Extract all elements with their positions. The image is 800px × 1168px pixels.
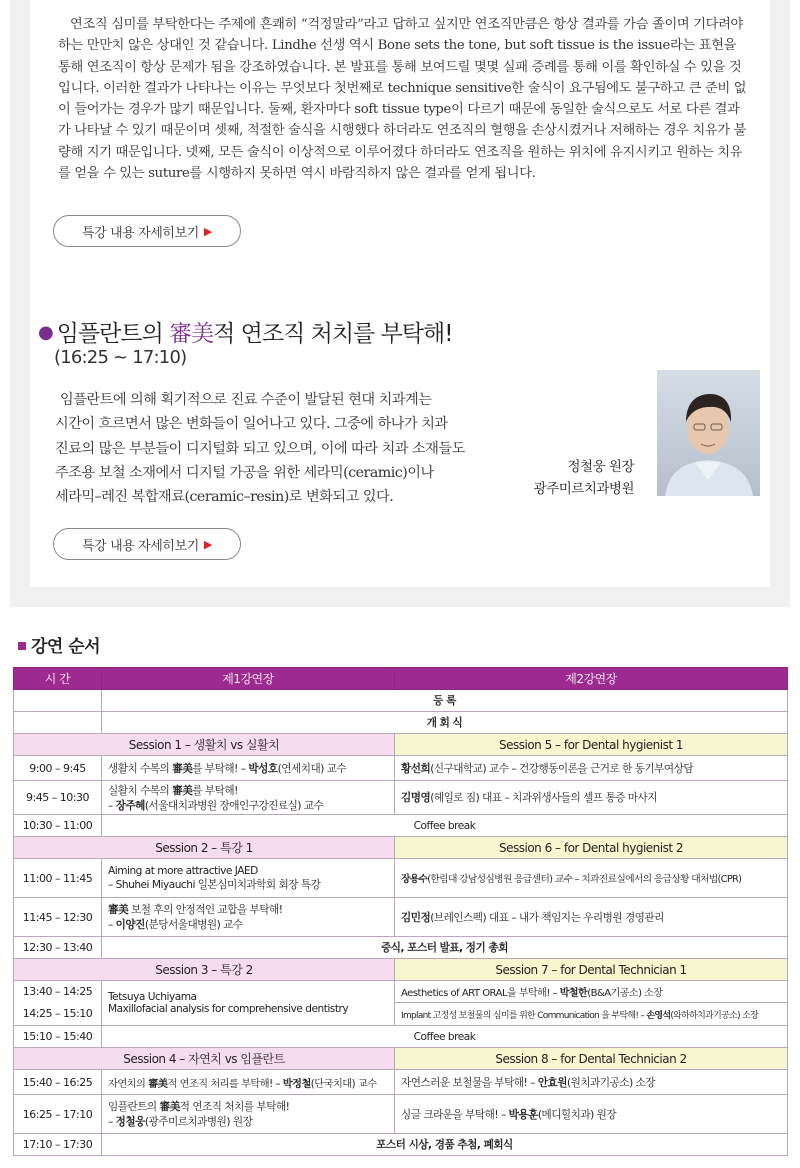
table-row (14, 815, 788, 837)
closing-text: 포스터 시상, 경품 추첨, 폐회식 (376, 1139, 513, 1151)
lecture-text: 임플란트의 (108, 1101, 160, 1113)
lecture-text: Tetsuya Uchiyama (108, 991, 197, 1003)
lecture2-title-pre: 임플란트의 (56, 321, 170, 347)
description-line: 주조용 보철 소재에서 디지털 가공을 위한 세라믹(ceramic)이나 (55, 464, 434, 481)
time-cell: 16:25 – 17:10 (14, 1095, 102, 1134)
time-cell: 14:25 – 15:10 (14, 1003, 102, 1026)
hall1-cell (102, 756, 395, 781)
hall2-cell (395, 781, 788, 815)
time-cell (14, 712, 102, 734)
hall2-cell (395, 859, 788, 898)
header-hall1: 제1강연장 (102, 668, 395, 690)
speaker-name: 정철웅 원장 (567, 459, 634, 475)
speaker-name: 박성호 (248, 762, 278, 775)
time-cell: 12:30 – 13:40 (14, 937, 102, 959)
lecture-text: (신구대학교) 교수 – 건강행동이론을 근거로 한 동기부여상담 (430, 762, 694, 775)
lecture-text: Aesthetics of ART ORAL을 부탁해! – (401, 988, 560, 999)
lecture-text: 적 연조직 처치를 부탁해! (179, 1101, 290, 1113)
description-line: 세라믹–레진 복합재료(ceramic–resin)로 변화되고 있다. (55, 489, 394, 506)
session2-header: Session 2 – 특강 1 (14, 837, 395, 859)
lecture-text: (헤일로 짐) 대표 – 치과위생사들의 셀프 통증 마사지 (430, 792, 658, 804)
table-row (14, 1070, 788, 1095)
dash-text: – (108, 799, 116, 812)
table-row (14, 781, 788, 815)
session6-header: Session 6 – for Dental hygienist 2 (395, 837, 788, 859)
lecture-text: 보철 후의 안정적인 교합을 부탁해! (128, 904, 283, 916)
table-row (14, 859, 788, 898)
lecture-highlight: 審美 (172, 784, 193, 797)
bullet-icon: ● (38, 322, 53, 343)
hall2-cell (395, 981, 788, 1003)
lecture2-time: (16:25 ~ 17:10) (54, 347, 187, 368)
lecture-text: 적 연조직 처리를 부탁해! – (167, 1078, 283, 1090)
lecture-text: 를 부탁해! – (192, 762, 249, 775)
speaker-affiliation: (메디힐치과) 원장 (537, 1108, 617, 1121)
hall2-cell (395, 898, 788, 937)
registration-cell (102, 690, 788, 712)
lecture-text: 실활치 수복의 (108, 784, 173, 797)
hall2-cell (395, 756, 788, 781)
speaker-name: 김민정 (401, 911, 431, 924)
schedule-heading (18, 632, 100, 657)
speaker-affiliation: (분당서울대병원) 교수 (144, 919, 243, 931)
lecture-highlight: 審美 (172, 762, 193, 775)
dash-text: – (108, 919, 116, 931)
time-cell: 11:45 – 12:30 (14, 898, 102, 937)
lecture-text: Maxillofacial analysis for comprehensive dentistry (108, 1003, 349, 1015)
speaker-name: 박정철 (282, 1078, 311, 1090)
break-cell: Coffee break (102, 1026, 788, 1048)
speaker-name: 손영석 (646, 1010, 671, 1021)
speaker-name: 장용수 (401, 874, 428, 885)
session-row (14, 837, 788, 859)
hall1-cell (102, 898, 395, 937)
session7-header: Session 7 – for Dental Technician 1 (395, 959, 788, 981)
lecture-highlight: 審美 (108, 904, 129, 916)
lecture-text: (브레인스펙) 대표 – 내가 책임지는 우리병원 경영관리 (430, 911, 664, 924)
speaker-name: 이양진 (115, 919, 145, 931)
hall1-cell (102, 781, 395, 815)
speaker-name: 안효원 (537, 1076, 568, 1089)
time-cell: 9:45 – 10:30 (14, 781, 102, 815)
lecture2-more-button[interactable] (53, 528, 241, 560)
play-arrow-icon: ▶ (203, 537, 212, 551)
session-row (14, 734, 788, 756)
time-cell: 9:00 – 9:45 (14, 756, 102, 781)
header-time: 시 간 (14, 668, 102, 690)
description-line: 진료의 많은 부분들이 디지털화 되고 있으며, 이에 따라 치과 소재들도 (55, 440, 465, 457)
time-cell: 15:40 – 16:25 (14, 1070, 102, 1095)
square-bullet-icon (18, 642, 26, 650)
speaker-name: 황선희 (401, 762, 431, 775)
time-cell: 17:10 – 17:30 (14, 1134, 102, 1156)
lecture-text: – Shuhei Miyauchi 일본심미치과학회 회장 특강 (108, 878, 321, 891)
hall2-cell (395, 1095, 788, 1134)
lecture-text: Implant 고정성 보철물의 심미를 위한 Communication 을 부탁해! – (401, 1010, 647, 1021)
hall1-cell (102, 981, 395, 1026)
opening-cell (102, 712, 788, 734)
dash-text: – (108, 1116, 116, 1128)
lecture-text: 싱글 크라운을 부탁해! – (401, 1108, 509, 1121)
description-line: 시간이 흐르면서 많은 변화들이 일어나고 있다. 그중에 하나가 치과 (55, 416, 448, 433)
lecture-text: 생활치 수복의 (108, 762, 173, 775)
speaker-affiliation: (서울대치과병원 장애인구강진료실) 교수 (144, 799, 324, 812)
speaker-name: 장주혜 (115, 799, 145, 812)
table-row (14, 1134, 788, 1156)
session5-header: Session 5 – for Dental hygienist 1 (395, 734, 788, 756)
speaker-affiliation: (와하하치과기공소) 소장 (670, 1010, 759, 1021)
header-hall2: 제2강연장 (395, 668, 788, 690)
lecture-highlight: 審美 (159, 1101, 180, 1113)
lecture-text: 를 부탁해! (192, 784, 238, 797)
lecture1-more-button[interactable] (53, 215, 241, 247)
break-cell: Coffee break (102, 815, 788, 837)
lecture2-description (55, 388, 525, 509)
speaker-portrait-image (657, 370, 760, 496)
opening-text: 개 회 식 (426, 717, 463, 729)
hall1-cell (102, 1070, 395, 1095)
speaker-affiliation: 광주미르치과병원 (533, 481, 634, 497)
session4-header: Session 4 – 자연치 vs 임플란트 (14, 1048, 395, 1070)
time-cell: 13:40 – 14:25 (14, 981, 102, 1003)
speaker-affiliation: (연세치대) 교수 (277, 762, 347, 775)
closing-cell (102, 1134, 788, 1156)
play-arrow-icon: ▶ (203, 224, 212, 238)
session-row (14, 1048, 788, 1070)
speaker-affiliation: (단국치대) 교수 (310, 1078, 377, 1090)
registration-text: 등 록 (433, 695, 456, 707)
speaker-name: 박용훈 (508, 1108, 538, 1121)
lecture2-title-post: 적 연조직 처치를 부탁해! (213, 321, 453, 347)
schedule-table (13, 667, 788, 1156)
description-line: 임플란트에 의해 획기적으로 진료 수준이 발달된 현대 치과계는 (60, 392, 432, 408)
speaker-photo (657, 370, 760, 496)
time-cell (14, 690, 102, 712)
table-header-row (14, 668, 788, 690)
lecture2-title (38, 315, 452, 348)
lecture-text: (한림대 강남성심병원 응급센터) 교수 – 치과진료실에서의 응급상황 대처법(CPR) (427, 874, 742, 885)
table-row (14, 937, 788, 959)
more-button-label: 특강 내용 자세히보기 (82, 225, 199, 241)
speaker-name: 정철웅 (115, 1116, 145, 1128)
speaker-affiliation: (광주미르치과병원) 원장 (144, 1116, 253, 1128)
more-button-label: 특강 내용 자세히보기 (82, 538, 199, 554)
hall2-cell (395, 1003, 788, 1026)
time-cell: 15:10 – 15:40 (14, 1026, 102, 1048)
hall2-cell (395, 1070, 788, 1095)
speaker-name: 박철한 (559, 988, 588, 999)
lecture-text: 자연스러운 보철물을 부탁해! – (401, 1076, 538, 1089)
table-row (14, 898, 788, 937)
session1-header: Session 1 – 생활치 vs 실활치 (14, 734, 395, 756)
session3-header: Session 3 – 특강 2 (14, 959, 395, 981)
table-row (14, 981, 788, 1003)
lunch-cell (102, 937, 788, 959)
session-row (14, 959, 788, 981)
lecture-highlight: 審美 (148, 1078, 168, 1090)
speaker-name: 김명영 (401, 792, 431, 804)
time-cell: 11:00 – 11:45 (14, 859, 102, 898)
table-row (14, 690, 788, 712)
hall1-cell (102, 1095, 395, 1134)
lecture2-title-highlight: 審美 (169, 321, 214, 347)
speaker-info (534, 456, 634, 500)
lunch-text: 중식, 포스터 발표, 정기 총회 (381, 942, 508, 954)
table-row (14, 712, 788, 734)
table-row (14, 756, 788, 781)
lecture1-description: 연조직 심미를 부탁한다는 주제에 흔쾌히 “걱정말라”라고 답하고 싶지만 연조직만큼은 항상 결과를 가슴 졸이며 기다려야 하는 만만치 않은 상대인 것 같습니다. Lindhe 선생 역시 Bone sets the tone, but soft tissue is the issue라는 표현을 통해 연조직이 항상 문제가 됨을 강조하였습니다. 본 발표를 통해 보여드릴 몇몇 실패 증례를 통해 이를 확인하실 수 있을 것입니다. 이러한 결과가 나타나는 이유는 무엇보다 첫번째로 technique sensitive한 술식이 요구됨에도 불구하고 큰 준비 없이 들어가는 경우가 많기 때문입니다. 둘째, 환자마다 soft tissue type이 다르기 때문에 동일한 술식으로도 서로 다른 결과가 나타날 수 있기 때문이며 셋째, 적절한 술식을 시행했다 하더라도 연조직의 혈행을 손상시켰거나 저해하는 경우 치유가 불량해 지기 때문입니다. 넷째, 모든 술식이 이상적으로 이루어졌다 하더라도 연조직을 원하는 위치에 유지시키고 원하는 치유를 얻을 수 있는 suture를 시행하지 못하면 역시 바람직하지 않은 결과를 얻게 됩니다. (58, 17, 747, 182)
lecture-text: Aiming at more attractive JAED (108, 864, 258, 877)
table-row (14, 1026, 788, 1048)
lecture-text: 자연치의 (108, 1078, 149, 1090)
schedule-heading-text: 강연 순서 (31, 637, 101, 657)
session8-header: Session 8 – for Dental Technician 2 (395, 1048, 788, 1070)
hall1-cell (102, 859, 395, 898)
speaker-affiliation: (B&A기공소) 소장 (587, 988, 663, 999)
time-cell: 10:30 – 11:00 (14, 815, 102, 837)
table-row (14, 1095, 788, 1134)
speaker-affiliation: (원치과기공소) 소장 (567, 1076, 656, 1089)
